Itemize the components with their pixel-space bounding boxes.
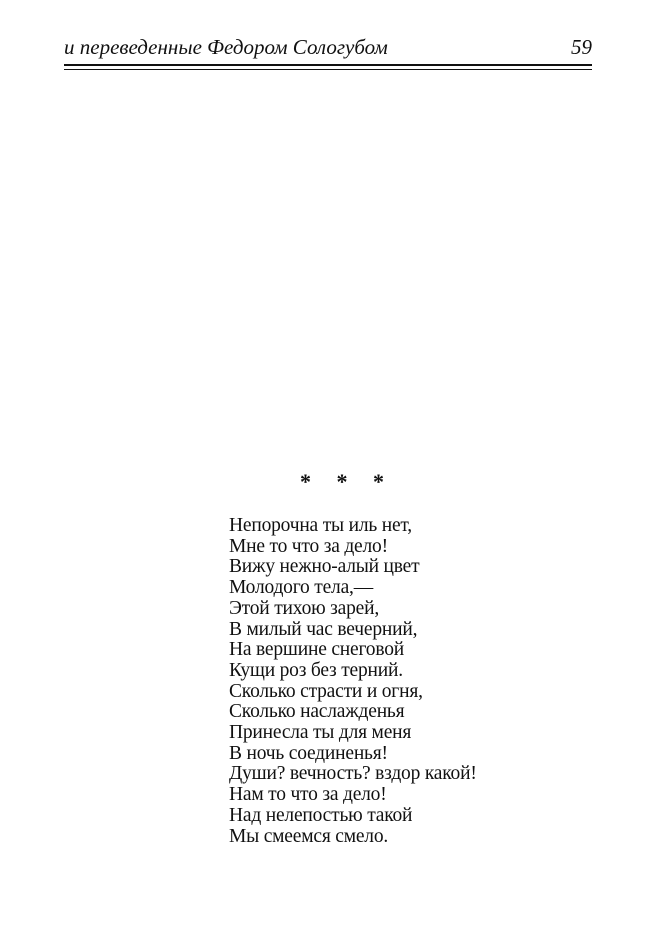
page-number: 59 bbox=[571, 35, 592, 59]
poem-line: Нам то что за дело! bbox=[229, 784, 387, 806]
poem-line: Мне то что за дело! bbox=[229, 535, 388, 557]
poem-line: В ночь соединенья! bbox=[229, 742, 388, 764]
poem-line: Души? вечность? вздор какой! bbox=[229, 763, 477, 785]
poem-line: Молодого тела,— bbox=[229, 577, 374, 599]
poem-line: Принесла ты для меня bbox=[229, 722, 412, 744]
header-rule-thick bbox=[64, 64, 592, 66]
running-header bbox=[64, 34, 592, 60]
poem-line: Вижу нежно-алый цвет bbox=[229, 556, 420, 578]
poem-line: Сколько наслажденья bbox=[229, 701, 405, 723]
poem-line: Сколько страсти и огня, bbox=[229, 680, 423, 702]
poem bbox=[229, 516, 477, 847]
poem-line: Этой тихою зарей, bbox=[229, 597, 380, 619]
poem-line: Непорочна ты иль нет, bbox=[229, 515, 412, 536]
poem-line: Кущи роз без терний. bbox=[229, 659, 403, 681]
poem-line: Над нелепостью такой bbox=[229, 804, 413, 826]
poem-line: На вершине снеговой bbox=[229, 639, 404, 661]
poem-line: В милый час вечерний, bbox=[229, 618, 418, 640]
header-rule-thin bbox=[64, 69, 592, 70]
section-ornament: * * * bbox=[300, 469, 394, 494]
running-title: и переведенные Федором Сологубом bbox=[64, 35, 388, 59]
poem-line: Мы смеемся смело. bbox=[229, 825, 389, 847]
